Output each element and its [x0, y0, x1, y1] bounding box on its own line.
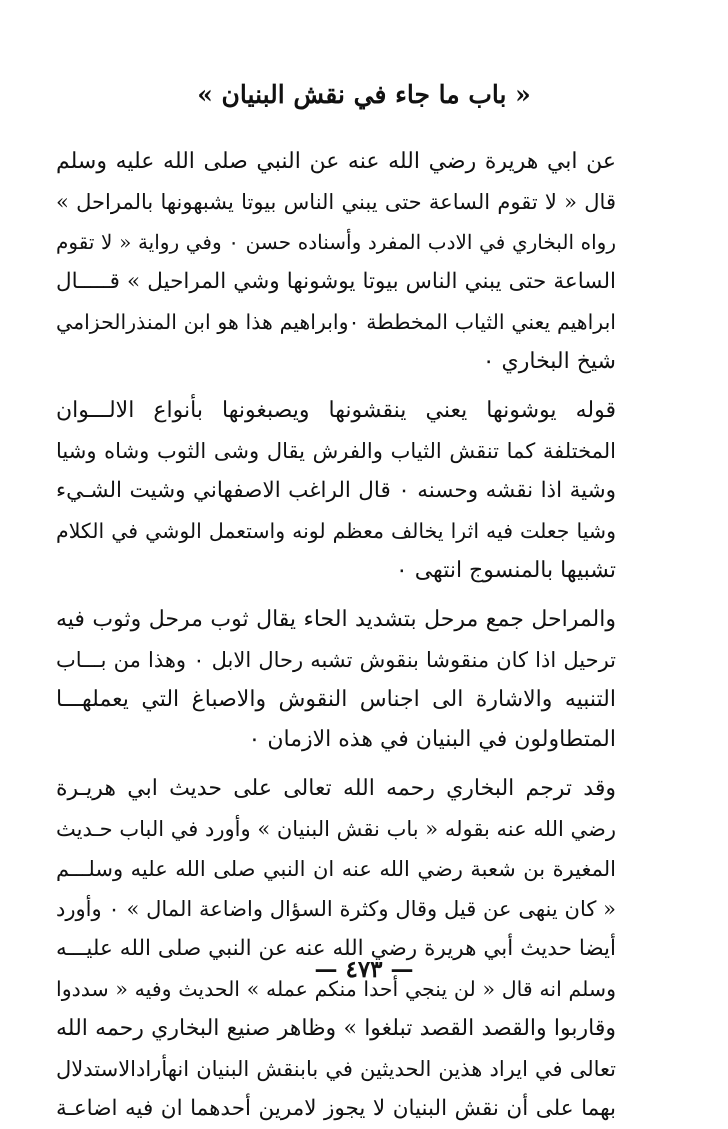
text-line: وسلم انه قال « لن ينجي أحدا منكم عمله » الحديث وفيه « سددوا	[56, 977, 616, 1001]
chapter-title: « باب ما جاء في نقش البنيان »	[197, 80, 531, 109]
text-line: ابراهيم يعني الثياب المخططة ۰وابراهيم هذا هو ابن المنذرالحزامي	[56, 310, 616, 334]
text-line: شيخ البخاري ۰	[482, 349, 616, 374]
text-line: وقد ترجم البخاري رحمه الله تعالى على حديث ابي هريـرة	[56, 776, 616, 801]
text-line: تعالى في ايراد هذين الحديثين في بابنقش البنيان انهأرادالاستدلال	[56, 1057, 616, 1081]
text-line: قوله يوشونها يعني ينقشونها ويصبغونها بأنواع الالـــوان	[56, 398, 616, 423]
text-line: قال « لا تقوم الساعة حتى يبني الناس بيوتا يشبهونها بالمراحل »	[56, 190, 616, 214]
text-line: وشية اذا نقشه وحسنه ۰ قال الراغب الاصفهاني وشيت الشـيء	[56, 478, 616, 503]
paragraph	[56, 142, 616, 382]
paragraph	[56, 769, 616, 1129]
text-line: المختلفة كما تنقش الثياب والفرش يقال وشى الثوب وشاه وشيا	[56, 439, 616, 463]
text-line: أيضا حديث أبي هريرة رضي الله عنه عن النبي صلى الله عليـــه	[56, 936, 616, 961]
text-line: وقاربوا والقصد القصد تبلغوا » وظاهر صنيع البخاري رحمه الله	[56, 1016, 616, 1041]
text-line: رضي الله عنه بقوله « باب نقش البنيان » وأورد في الباب حـديث	[56, 817, 616, 841]
text-line: ترحيل اذا كان منقوشا بنقوش تشبه رحال الابل ۰ وهذا من بـــاب	[56, 648, 616, 672]
page-number: — ٤٧٣ —	[314, 956, 414, 983]
text-line: المغيرة بن شعبة رضي الله عنه ان النبي صلى الله عليه وسلـــم	[56, 857, 616, 881]
paragraph	[56, 600, 616, 760]
text-line: وشيا جعلت فيه اثرا يخالف معظم لونه واستعمل الوشي في الكلام	[56, 519, 616, 543]
text-line: بهما على أن نقش البنيان لا يجوز لامرين أحدهما ان فيه اضاعـة	[56, 1096, 616, 1121]
text-line: تشبيها بالمنسوج انتهى ۰	[395, 558, 616, 583]
text-line: « كان ينهى عن قيل وقال وكثرة السؤال واضاعة المال » ۰ وأورد	[56, 897, 616, 921]
text-line: رواه البخاري في الادب المفرد وأسناده حسن ۰ وفي رواية « لا تقوم	[56, 230, 616, 254]
text-line: المتطاولون في البنيان في هذه الازمان ۰	[248, 727, 616, 752]
text-line: والمراحل جمع مرحل بتشديد الحاء يقال ثوب مرحل وثوب فيه	[56, 607, 616, 632]
paragraph	[56, 391, 616, 591]
text-line: عن ابي هريرة رضي الله عنه عن النبي صلى الله عليه وسلم	[56, 149, 616, 174]
text-line: الساعة حتى يبني الناس بيوتا يوشونها وشي المراحيل » قـــــال	[56, 269, 616, 294]
text-line: التنبيه والاشارة الى اجناس النقوش والاصباغ التي يعملهـــا	[56, 687, 616, 712]
